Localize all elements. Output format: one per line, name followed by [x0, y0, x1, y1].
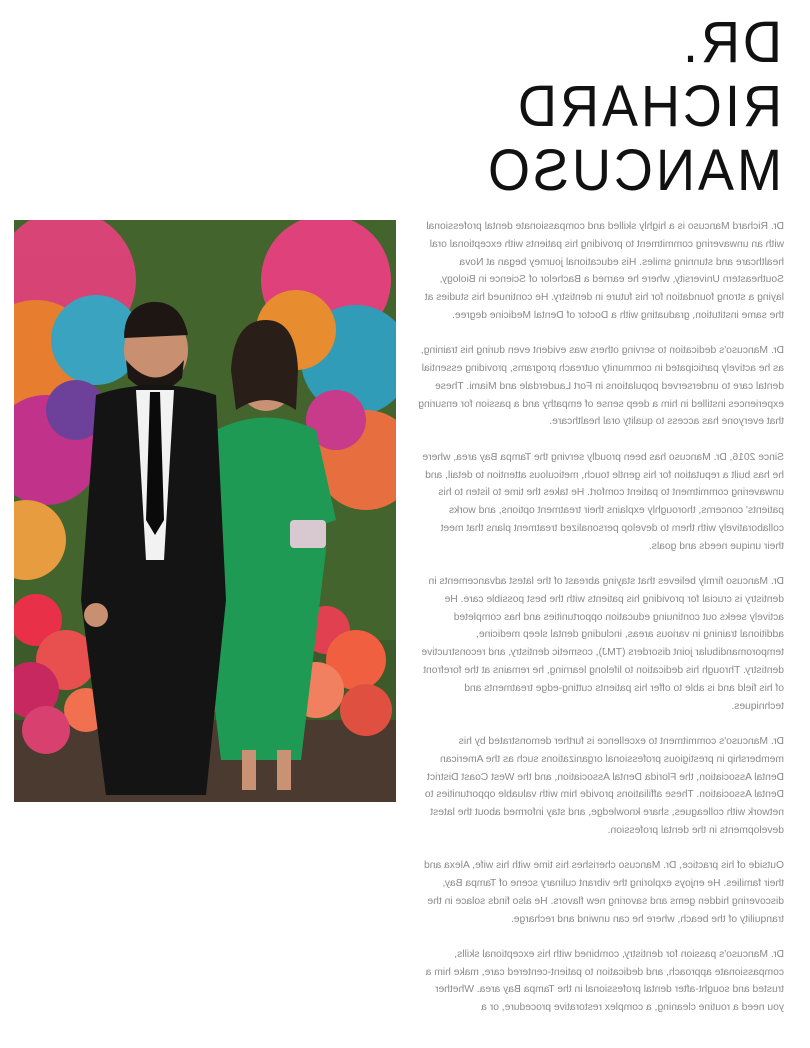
couple-photo	[14, 220, 396, 802]
title-line-2: RICHARD	[514, 74, 782, 139]
bio-paragraph-7: Dr. Mancuso's passion for dentistry, combined with his exceptional skills, compassionate approach, and dedication to patient-centered care, make him a trusted and sought-after dental professional in the Tampa Bay area. Whether you need a routine cleaning, a complex restorative procedure, or a	[425, 948, 784, 1014]
biography-text	[418, 218, 784, 1035]
page-title	[484, 8, 782, 203]
bio-paragraph-3: Since 2016, Dr. Mancuso has been proudly serving the Tampa Bay area, where he has built a reputation for his gentle touch, meticulous attention to detail, and unwavering commitment to patient comfort. He takes the time to listen to his patients' concerns, thoroughly explains their treatment options, and works collaboratively with them to develop personalized treatment plans that meet their unique needs and goals.	[422, 451, 784, 552]
bio-paragraph-6: Outside of his practice, Dr. Mancuso cherishes his time with his wife, Alexa and their families. He enjoys exploring the vibrant culinary scene of Tampa Bay, discovering hidden gems and savoring new flavors. He also finds solace in the tranquility of the beach, where he can unwind and recharge.	[424, 860, 784, 925]
bio-paragraph-1: Dr. Richard Mancuso is a highly skilled and compassionate dental professional with an unwavering commitment to providing his patients with exceptional oral healthcare and stunning smiles. His educational journey began at Nova Southeastern University, where he earned a Bachelor of Science in Biology, laying a strong foundation for his future in dentistry. He continued his studies at the same institution, graduating with a Doctor of Dental Medicine degree.	[424, 221, 784, 321]
title-line-3: MANCUSO	[484, 138, 782, 203]
bio-paragraph-2: Dr. Mancuso's dedication to serving others was evident even during his training, as he actively participated in community outreach programs, providing essential dental care to underserved populations in Fort Lauderdale and Miami. These experiences instilled in him a deep sense of empathy and a passion for ensuring that everyone has access to quality oral healthcare.	[418, 345, 784, 428]
title-line-1: DR.	[680, 10, 782, 75]
bio-paragraph-5: Dr. Mancuso's commitment to excellence is further demonstrated by his membership in prestigious professional organizations such as the American Dental Association, the Florida Dental Association, and the West Coast District Dental Association. These affiliations provide him with valuable opportunities to network with colleagues, share knowledge, and stay informed about the latest developments in the dental profession.	[424, 735, 784, 836]
bio-paragraph-4: Dr. Mancuso firmly believes that staying abreast of the latest advancements in dentistry is crucial for providing his patients with the best possible care. He actively seeks out continuing education opportunities and has completed additional training in various areas, including dental sleep medicine, temporomandibular joint disorders (TMJ), cosmetic dentistry, and reconstructive dentistry. Through his dedication to lifelong learning, he remains at the forefront of his field and is able to offer his patients cutting-edge treatments and techniques.	[421, 576, 784, 712]
